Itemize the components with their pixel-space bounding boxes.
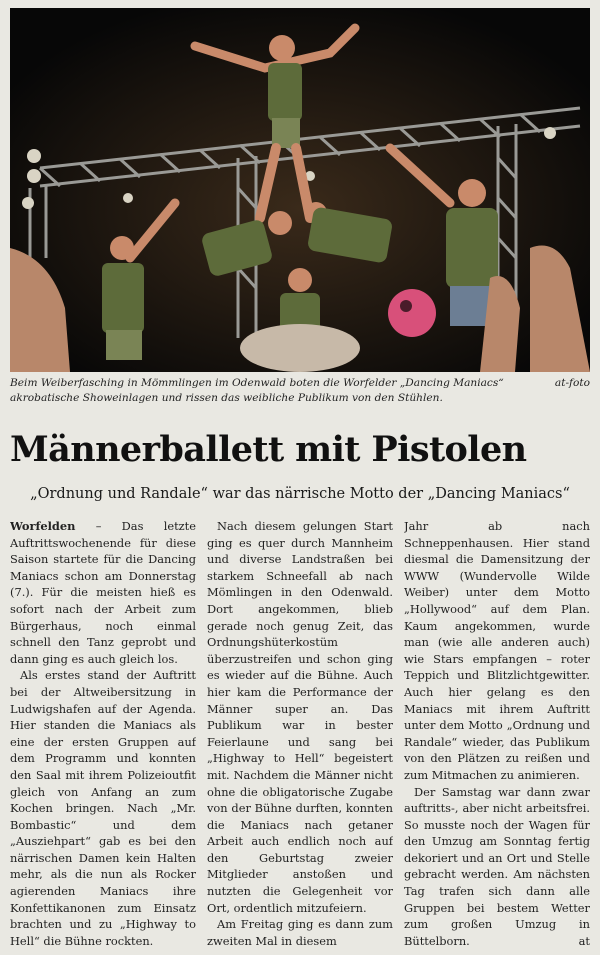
paragraph-1 bbox=[10, 518, 196, 667]
headline: Männerballett mit Pistolen bbox=[10, 429, 527, 470]
article-column-3 bbox=[404, 518, 590, 950]
paragraph-1-text: – Das letzte Auftrittswochenende für diese Saison startete für die Dancing Maniacs schon am Donnerstag (7.). Für die meisten hieß es sofort nach der Arbeit zum Bürgerhaus, noch einmal schnell den Tanz geprobt und dann ging es auch gleich los. bbox=[10, 519, 196, 666]
dateline: Worfelden bbox=[10, 519, 76, 533]
caption-text: Beim Weiberfasching in Mömmlingen im Odenwald boten die Worfelder „Dancing Maniacs“ akrobatische Showeinlagen und rissen das weibliche Publikum von den Stühlen. bbox=[10, 377, 504, 404]
article-column-2 bbox=[207, 518, 393, 950]
paragraph-3: Nach diesem gelungen Start ging es quer durch Mannheim und diverse Landstraßen bei starkem Schneefall ab nach Mömlingen in den Odenwald. Dort angekommen, blieb gerade noch genug Zeit, das Ordnungshüterkostüm überzustreifen und schon ging es wieder auf die Bühne. Auch hier kam die Performance der Männer super an. Das Publikum war in bester Feierlaune und sang bei „Highway to Hell“ begeistert mit. Nachdem die Männer nicht ohne die obligatorische Zugabe von der Bühne durften, konnten die Maniacs nach getaner Arbeit auch endlich noch auf den Geburtstag zweier Mitglieder anstoßen und nutzten die Gelegenheit vor Ort, ordentlich mitzufeiern. bbox=[207, 519, 393, 915]
photo-illustration bbox=[10, 8, 590, 372]
paragraph-5 bbox=[404, 784, 590, 950]
pink-ball bbox=[388, 289, 436, 337]
paragraph-4-start: Am Freitag ging es dann zum zweiten Mal in diesem bbox=[207, 917, 393, 948]
subheadline: „Ordnung und Randale“ war das närrische Motto der „Dancing Maniacs“ bbox=[30, 486, 570, 502]
article-column-1 bbox=[10, 518, 196, 950]
caption-credit: at-foto bbox=[554, 377, 590, 389]
paragraph-2: Als erstes stand der Auftritt bei der Altweibersitzung in Ludwigshafen auf der Agenda. Hier standen die Maniacs als eine der ersten Gruppen auf dem Programm und konnten den Saal mit ihrem Polizeioutfit gleich von Anfang an zum Kochen bringen. Nach „Mr. Bombastic“ und dem „Ausziehpart“ gab es bei den närrischen Damen kein Halten mehr, als die nun als Rocker agierenden Maniacs ihre Konfettikanonen zum Einsatz brachten und zu „Highway to Hell“ die Bühne rockten. bbox=[10, 668, 196, 948]
author-signature: at bbox=[578, 933, 590, 948]
photo-caption bbox=[10, 376, 590, 406]
paragraph-4-cont: Jahr ab nach Schneppenhausen. Hier stand diesmal die Damensitzung der WWW (Wundervolle Wilde Weiber) unter dem Motto „Hollywood“ auf dem Plan. Kaum angekommen, wurde man (wie alle anderen auch) wie Stars empfangen – roter Teppich und Blitzlichtgewitter. Auch hier gelang es den Maniacs mit ihrem Auftritt unter dem Motto „Ordnung und Randale“ wieder, das Publikum von den Plätzen zu reißen und zum Mitmachen zu animieren. bbox=[404, 519, 590, 782]
paragraph-5-text: Der Samstag war dann zwar auftritts-, aber nicht arbeitsfrei. So musste noch der Wagen für den Umzug am Sonntag fertig dekoriert und an Ort und Stelle gebracht werden. Am nächsten Tag trafen sich dann alle Gruppen bei bestem Wetter zum großen Umzug in Büttelborn. bbox=[404, 784, 590, 948]
stage-performance-photo bbox=[10, 8, 590, 372]
